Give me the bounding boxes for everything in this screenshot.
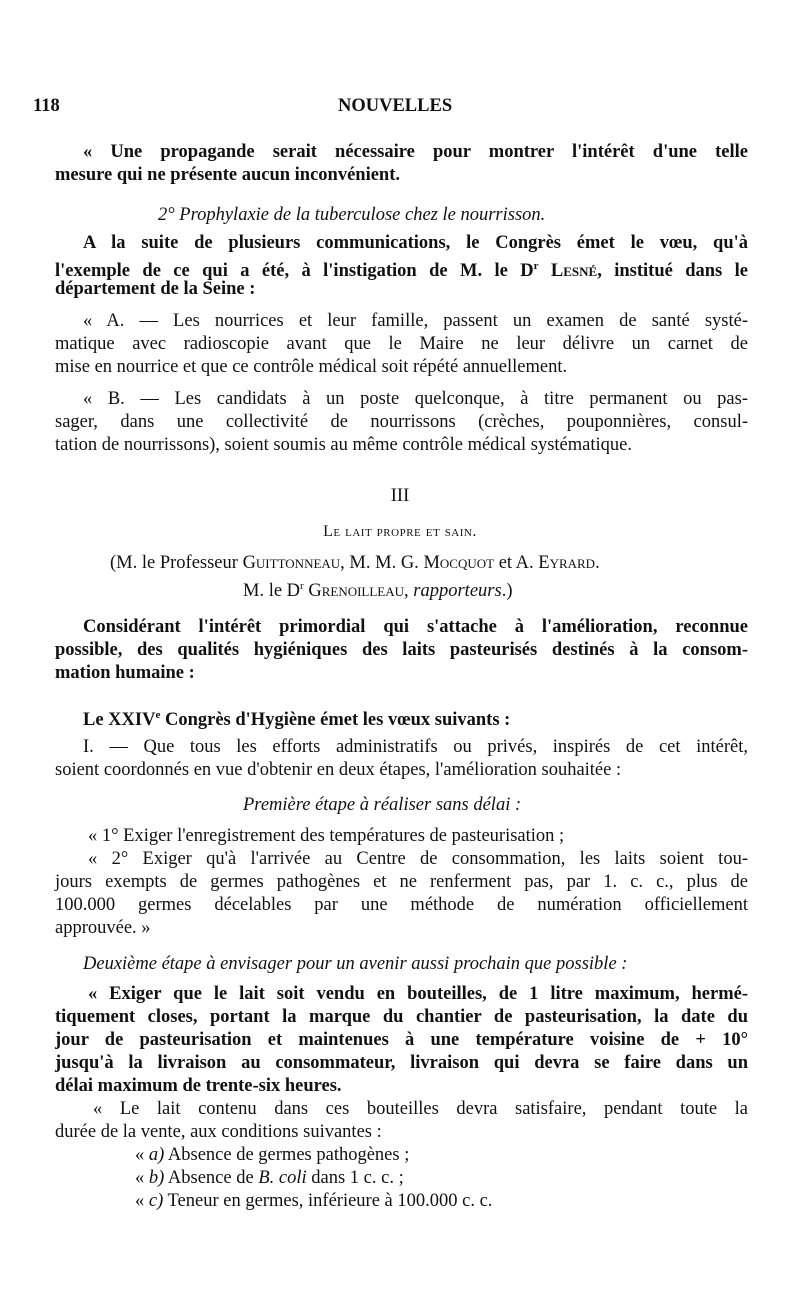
text-span: Le XXIV	[83, 710, 156, 731]
condition-item	[135, 1166, 404, 1190]
paragraph-line: mesure qui ne présente aucun inconvénient.	[55, 165, 401, 185]
person-name: Mocquot	[423, 553, 495, 573]
paragraph-line: mise en nourrice et que ce contrôle médical soit répété annuellement.	[55, 357, 568, 377]
stage-1-title: Première étape à réaliser sans délai :	[243, 795, 522, 815]
text-span: .	[595, 553, 600, 573]
paragraph-line: I. — Que tous les efforts administratifs ou privés, inspirés de cet intérêt,	[83, 737, 748, 757]
section-numeral: III	[390, 486, 410, 506]
item-letter: b)	[148, 1168, 165, 1188]
person-name: Guittonneau	[242, 553, 341, 573]
condition-item	[135, 1189, 492, 1213]
text-span: (M. le Professeur	[110, 553, 243, 573]
paragraph-line: « Exiger que le lait soit vendu en bouteilles, de 1 litre maximum, hermé-	[88, 984, 748, 1004]
paragraph-line: jours exempts de germes pathogènes et ne renferment pas, par 1. c. c., plus de	[55, 872, 748, 892]
paragraph-line: mation humaine :	[55, 663, 195, 683]
paragraph-line: « B. — Les candidats à un poste quelconque, à titre permanent ou pas-	[83, 389, 748, 409]
text-span: Absence de germes pathogènes ;	[164, 1145, 410, 1165]
paragraph-line	[83, 703, 510, 732]
paragraph-line: délai maximum de trente-six heures.	[55, 1076, 342, 1096]
page-number: 118	[33, 96, 60, 116]
paragraph-line: « Le lait contenu dans ces bouteilles devra satisfaire, pendant toute la	[93, 1099, 748, 1119]
list-item: « 1° Exiger l'enregistrement des températures de pasteurisation ;	[88, 826, 565, 846]
paragraph-line: tiquement closes, portant la marque du chantier de pasteurisation, la date du	[55, 1007, 748, 1027]
condition-item	[135, 1143, 409, 1167]
text-span: dans 1 c. c. ;	[306, 1168, 404, 1188]
superscript: r	[300, 580, 304, 592]
paragraph-line: soient coordonnés en vue d'obtenir en deux étapes, l'amélioration souhaitée :	[55, 760, 622, 780]
person-name: Lesné	[550, 261, 598, 282]
item-letter: a)	[148, 1145, 165, 1165]
paragraph-line: département de la Seine :	[55, 279, 256, 299]
paragraph-line: « 2° Exiger qu'à l'arrivée au Centre de consommation, les laits soient tou-	[88, 849, 748, 869]
paragraph-line: 100.000 germes décelables par une méthode de numération officiellement	[55, 895, 748, 915]
paragraph-line: matique avec radioscopie avant que le Maire ne leur délivre un carnet de	[55, 334, 748, 354]
person-name: Eyrard	[538, 553, 596, 573]
superscript: r	[533, 260, 539, 272]
species-name: B. coli	[258, 1168, 307, 1188]
text-span: Absence de	[164, 1168, 259, 1188]
person-name: Grenoilleau	[308, 581, 405, 602]
superscript: e	[155, 709, 161, 721]
paragraph-line: approuvée. »	[55, 918, 151, 938]
text-span: .)	[501, 581, 513, 602]
text-span: «	[135, 1191, 149, 1211]
section-title: Le lait propre et sain.	[323, 523, 477, 540]
subsection-title: 2° Prophylaxie de la tuberculose chez le nourrisson.	[158, 205, 546, 225]
text-span: rapporteurs	[413, 581, 502, 602]
text-span: Teneur en germes, inférieure à 100.000 c. c.	[163, 1191, 493, 1211]
stage-2-title: Deuxième étape à envisager pour un avenir aussi prochain que possible :	[83, 954, 628, 974]
paragraph-line: « Une propagande serait nécessaire pour montrer l'intérêt d'une telle	[83, 142, 748, 162]
rapporteurs-line	[243, 574, 512, 603]
item-letter: c)	[148, 1191, 164, 1211]
paragraph-line: jusqu'à la livraison au consommateur, livraison qui devra se faire dans un	[55, 1053, 748, 1073]
text-span: ,	[404, 581, 414, 602]
text-span: , institué dans le	[597, 261, 749, 282]
paragraph-line: sager, dans une collectivité de nourrissons (crèches, pouponnières, consul-	[55, 412, 748, 432]
paragraph-line: durée de la vente, aux conditions suivantes :	[55, 1122, 382, 1142]
text-span: «	[135, 1168, 149, 1188]
text-span: «	[135, 1145, 149, 1165]
paragraph-line: Considérant l'intérêt primordial qui s'attache à l'amélioration, reconnue	[83, 617, 748, 637]
paragraph-line: possible, des qualités hygiéniques des laits pasteurisés destinés à la consom-	[55, 640, 748, 660]
paragraph-line: jour de pasteurisation et maintenues à une température voisine de + 10°	[55, 1030, 748, 1050]
running-title: NOUVELLES	[338, 96, 453, 116]
text-span: M. le D	[243, 581, 301, 602]
paragraph-line: « A. — Les nourrices et leur famille, passent un examen de santé systé-	[83, 311, 748, 331]
rapporteurs-line	[110, 551, 600, 575]
text-span: l'exemple de ce qui a été, à l'instigation de M. le D	[55, 261, 534, 282]
paragraph-line: tation de nourrissons), soient soumis au même contrôle médical systématique.	[55, 435, 632, 455]
text-span: , M. M. G.	[340, 553, 424, 573]
paragraph-line: A la suite de plusieurs communications, le Congrès émet le vœu, qu'à	[83, 233, 748, 253]
text-span: et A.	[494, 553, 539, 573]
text-span: Congrès d'Hygiène émet les vœux suivants :	[160, 710, 511, 731]
